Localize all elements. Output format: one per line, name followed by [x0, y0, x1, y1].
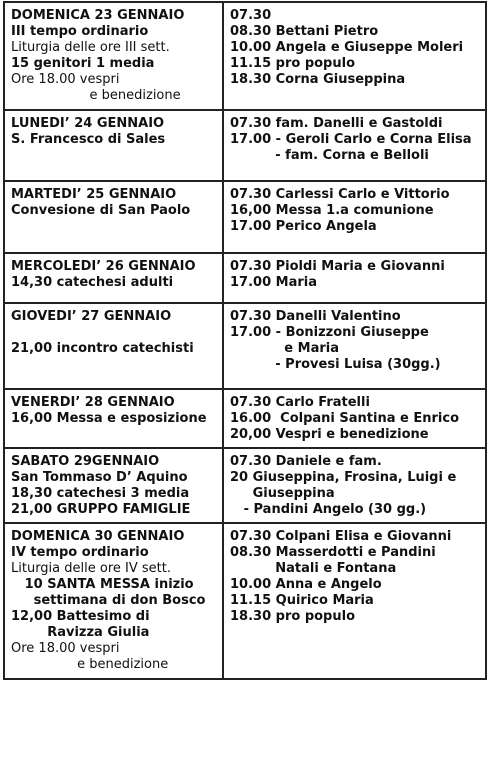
day-info-line: DOMENICA 23 GENNAIO [11, 8, 185, 23]
mass-entry: - Pandini Angelo (30 gg.) [230, 502, 427, 517]
mass-entry: 11.15 Quirico Maria [230, 593, 374, 608]
mass-schedule-cell [223, 181, 486, 253]
mass-schedule-cell [223, 253, 486, 303]
mass-entry: - Provesi Luisa (30gg.) [230, 357, 441, 372]
mass-schedule-cell [223, 2, 486, 110]
mass-entry: 11.15 pro populo [230, 56, 356, 71]
day-info-cell [4, 448, 223, 523]
day-row [4, 303, 486, 389]
mass-entry: e Maria [230, 341, 340, 356]
mass-entry: 17.00 - Bonizzoni Giuseppe [230, 325, 429, 340]
day-info-cell [4, 110, 223, 181]
day-info-line: LUNEDI’ 24 GENNAIO [11, 116, 165, 131]
day-info-line: IV tempo ordinario [11, 545, 149, 560]
mass-entry: 18.30 Corna Giuseppina [230, 72, 406, 87]
day-info-line: VENERDI’ 28 GENNAIO [11, 395, 175, 410]
mass-entry: 07.30 Carlessi Carlo e Vittorio [230, 187, 450, 202]
mass-schedule-cell [223, 523, 486, 679]
day-row [4, 110, 486, 181]
day-info-line: 14,30 catechesi adulti [11, 275, 174, 290]
day-info-line: 15 genitori 1 media [11, 56, 155, 71]
day-info-line: Ravizza Giulia [11, 625, 150, 640]
schedule-table [3, 1, 487, 680]
day-info-cell [4, 303, 223, 389]
mass-entry: 08.30 Bettani Pietro [230, 24, 379, 39]
mass-schedule-cell [223, 110, 486, 181]
day-info-line: 21,00 incontro catechisti [11, 341, 194, 356]
mass-entry: 17.00 Maria [230, 275, 317, 290]
day-row [4, 523, 486, 679]
day-info-line: Convesione di San Paolo [11, 203, 191, 218]
day-info-cell [4, 2, 223, 110]
day-info-line: Liturgia delle ore III sett. [11, 40, 170, 55]
day-info-line: 10 SANTA MESSA inizio [11, 577, 194, 592]
day-row [4, 389, 486, 448]
day-info-cell [4, 253, 223, 303]
mass-entry: 07.30 Pioldi Maria e Giovanni [230, 259, 445, 274]
day-info-cell [4, 181, 223, 253]
mass-entry: 07.30 Carlo Fratelli [230, 395, 370, 410]
day-row [4, 448, 486, 523]
mass-entry: 07.30 Danelli Valentino [230, 309, 401, 324]
day-row [4, 2, 486, 110]
mass-entry: 07.30 [230, 8, 272, 23]
day-info-line: 12,00 Battesimo di [11, 609, 150, 624]
mass-entry: 16,00 Messa 1.a comunione [230, 203, 434, 218]
day-info-line: 18,30 catechesi 3 media [11, 486, 190, 501]
day-info-line: Liturgia delle ore IV sett. [11, 561, 171, 576]
day-info-line: e benedizione [11, 88, 181, 103]
day-info-line: 16,00 Messa e esposizione [11, 411, 207, 426]
mass-entry: 07.30 Daniele e fam. [230, 454, 382, 469]
day-info-line: III tempo ordinario [11, 24, 149, 39]
mass-entry: 10.00 Anna e Angelo [230, 577, 382, 592]
mass-entry: 20 Giuseppina, Frosina, Luigi e [230, 470, 457, 485]
day-info-line: San Tommaso D’ Aquino [11, 470, 188, 485]
mass-schedule-cell [223, 448, 486, 523]
mass-entry: 18.30 pro populo [230, 609, 356, 624]
mass-entry: 16.00 Colpani Santina e Enrico [230, 411, 460, 426]
day-info-line: 21,00 GRUPPO FAMIGLIE [11, 502, 191, 517]
mass-entry: 20,00 Vespri e benedizione [230, 427, 429, 442]
schedule-body [4, 2, 486, 679]
day-info-cell [4, 389, 223, 448]
day-row [4, 181, 486, 253]
mass-entry: 07.30 Colpani Elisa e Giovanni [230, 529, 452, 544]
mass-entry: Giuseppina [230, 486, 335, 501]
mass-entry: 17.00 Perico Angela [230, 219, 377, 234]
day-row [4, 253, 486, 303]
mass-entry: 10.00 Angela e Giuseppe Moleri [230, 40, 464, 55]
day-info-line: e benedizione [11, 657, 169, 672]
day-info-line: DOMENICA 30 GENNAIO [11, 529, 185, 544]
mass-schedule-cell [223, 303, 486, 389]
day-info-line [11, 325, 218, 341]
day-info-line: settimana di don Bosco [11, 593, 206, 608]
day-info-line: Ore 18.00 vespri [11, 641, 120, 656]
day-info-line: MARTEDI’ 25 GENNAIO [11, 187, 177, 202]
mass-entry: Natali e Fontana [230, 561, 397, 576]
mass-entry: 08.30 Masserdotti e Pandini [230, 545, 436, 560]
mass-schedule-cell [223, 389, 486, 448]
mass-entry: - fam. Corna e Belloli [230, 148, 429, 163]
day-info-line: Ore 18.00 vespri [11, 72, 120, 87]
mass-entry: 17.00 - Geroli Carlo e Corna Elisa [230, 132, 472, 147]
day-info-line: SABATO 29GENNAIO [11, 454, 160, 469]
day-info-line: MERCOLEDI’ 26 GENNAIO [11, 259, 196, 274]
day-info-cell [4, 523, 223, 679]
day-info-line: GIOVEDI’ 27 GENNAIO [11, 309, 172, 324]
mass-entry: 07.30 fam. Danelli e Gastoldi [230, 116, 443, 131]
day-info-line: S. Francesco di Sales [11, 132, 166, 147]
